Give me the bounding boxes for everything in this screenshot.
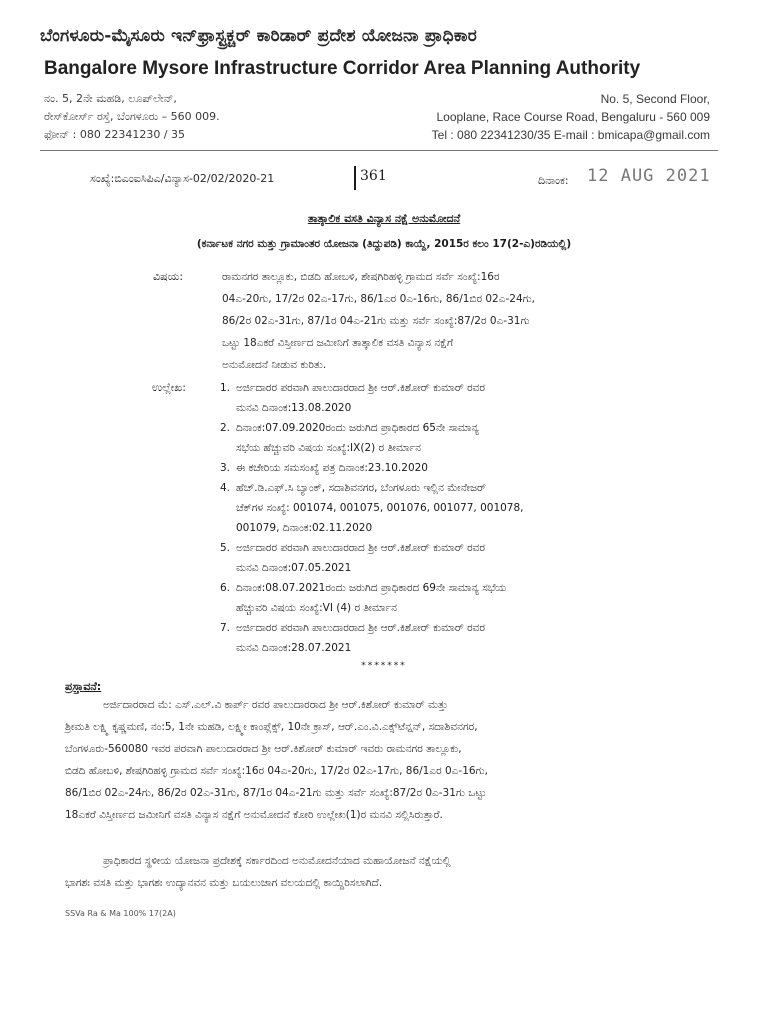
reference-text: ಈ ಕಚೇರಿಯ ಸಮಸಂಖ್ಯೆ ಪತ್ರ ದಿನಾಂಕ:23.10.2020: [236, 462, 428, 474]
preamble-line: ಅರ್ಜಿದಾರರಾದ ಮೆ: ಎಸ್.ಎಲ್.ವಿ ಕಾರ್ಪ್ ರವರ ಪಾಲುದಾರರಾದ ಶ್ರೀ ಆರ್.ಕಿಶೋರ್ ಕುಮಾರ್ ಮತ್ತು: [103, 699, 448, 711]
document-heading: ತಾತ್ಕಾಲಿಕ ವಸತಿ ವಿನ್ಯಾಸ ನಕ್ಷೆ ಅನುಮೋದನೆ: [307, 212, 461, 225]
address-kannada-line-2: ರೇಸ್‌ಕೋರ್ಸ್ ರಸ್ತೆ, ಬೆಂಗಳೂರು – 560 009.: [44, 110, 220, 123]
handwritten-number: 361: [360, 168, 387, 184]
reference-number-marker: 3.: [220, 462, 231, 474]
handwritten-bar: [354, 166, 356, 190]
reference-item: [220, 378, 524, 418]
reference-number-marker: 4.: [220, 482, 231, 494]
references-label: ಉಲ್ಲೇಖ:: [152, 381, 186, 394]
reference-number-marker: 5.: [220, 542, 231, 554]
reference-text: ಮನವಿ ದಿನಾಂಕ:28.07.2021: [236, 642, 352, 654]
reference-text: ಹೆಚ್ಚುವರಿ ವಿಷಯ ಸಂಖ್ಯೆ:VI (4) ರ ತೀರ್ಮಾನ: [236, 602, 397, 614]
reference-text: ಸಭೆಯ ಹೆಚ್ಚುವರಿ ವಿಷಯ ಸಂಖ್ಯೆ:IX(2) ರ ತೀರ್ಮಾನ: [236, 442, 422, 454]
subject-line: ಒಟ್ಟು 18ಎಕರೆ ವಿಸ್ತೀರ್ಣದ ಜಮೀನಿಗೆ ತಾತ್ಕಾಲಿಕ ವಸತಿ ವಿನ್ಯಾಸ ನಕ್ಷೆಗೆ: [222, 337, 454, 349]
address-english-line-1: No. 5, Second Floor,: [600, 92, 710, 106]
reference-number-marker: 2.: [220, 422, 231, 434]
subject-line: 04ಎ-20ಗು, 17/2ರ 02ಎ-17ಗು, 86/1ಎರ 0ಎ-16ಗು, 86/1ಬಿರ 02ಎ-24ಗು,: [222, 293, 535, 305]
reference-text: ಅರ್ಜಿದಾರರ ಪರವಾಗಿ ಪಾಲುದಾರರಾದ ಶ್ರೀ ಆರ್.ಕಿಶೋರ್ ಕುಮಾರ್ ರವರ: [236, 622, 485, 634]
preamble-paragraph-1: [65, 694, 488, 826]
reference-text: ಅರ್ಜಿದಾರರ ಪರವಾಗಿ ಪಾಲುದಾರರಾದ ಶ್ರೀ ಆರ್.ಕಿಶೋರ್ ಕುಮಾರ್ ರವರ: [236, 542, 485, 554]
reference-item: [220, 478, 524, 538]
references-list: [220, 378, 524, 658]
subject-line: ರಾಮನಗರ ತಾಲ್ಲೂಕು, ಬಿಡದಿ ಹೋಬಳಿ, ಶೇಷಗಿರಿಹಳ್ಳಿ ಗ್ರಾಮದ ಸರ್ವೆ ಸಂಖ್ಯೆ:16ರ: [222, 271, 500, 283]
letterhead-title-english: Bangalore Mysore Infrastructure Corridor Area Planning Authority: [44, 58, 641, 79]
preamble-line: ಬಿಡದಿ ಹೋಬಳಿ, ಶೇಷಗಿರಿಹಳ್ಳಿ ಗ್ರಾಮದ ಸರ್ವೆ ಸಂಖ್ಯೆ:16ರ 04ಎ-20ಗು, 17/2ರ 02ಎ-17ಗು, 86/1ಎರ 0ಎ-16ಗು,: [65, 765, 488, 777]
subject-line: ಅನುಮೋದನೆ ನೀಡುವ ಕುರಿತು.: [222, 359, 327, 371]
reference-text: 001079, ದಿನಾಂಕ:02.11.2020: [236, 522, 373, 534]
letterhead-divider: [40, 150, 718, 151]
reference-number-marker: 7.: [220, 622, 231, 634]
reference-item: [220, 458, 524, 478]
address-kannada-line-1: ನಂ. 5, 2ನೇ ಮಹಡಿ, ಲೂಪ್‌ಲೇನ್,: [44, 92, 177, 105]
letterhead-title-kannada: ಬೆಂಗಳೂರು-ಮೈಸೂರು ಇನ್‌ಫ್ರಾಸ್ಟ್ರಕ್ಚರ್ ಕಾರಿಡಾರ್ ಪ್ರದೇಶ ಯೋಜನಾ ಪ್ರಾಧಿಕಾರ: [40, 26, 477, 46]
address-kannada-line-3: ಫೋನ್ : 080 22341230 / 35: [44, 128, 186, 141]
subject-body: [222, 266, 535, 376]
preamble-line: ಪ್ರಾಧಿಕಾರದ ಸ್ಥಳೀಯ ಯೋಜನಾ ಪ್ರದೇಶಕ್ಕೆ ಸರ್ಕಾರದಿಂದ ಅನುಮೋದನೆಯಾದ ಮಹಾಯೋಜನೆ ನಕ್ಷೆಯಲ್ಲಿ: [103, 855, 451, 867]
address-english-line-2: Looplane, Race Course Road, Bengaluru - 560 009: [436, 110, 710, 124]
reference-item: [220, 418, 524, 458]
reference-number-marker: 1.: [220, 382, 231, 394]
reference-item: [220, 578, 524, 618]
reference-text: ಮನವಿ ದಿನಾಂಕ:13.08.2020: [236, 402, 352, 414]
preamble-line: ಬೆಂಗಳೂರು-560080 ಇವರ ಪರವಾಗಿ ಪಾಲುದಾರರಾದ ಶ್ರೀ ಆರ್.ಕಿಶೋರ್ ಕುಮಾರ್ ಇವರು ರಾಮನಗರ ತಾಲ್ಲೂಕು,: [65, 743, 462, 755]
reference-item: [220, 538, 524, 578]
document-subheading: (ಕರ್ನಾಟಕ ನಗರ ಮತ್ತು ಗ್ರಾಮಾಂತರ ಯೋಜನಾ (ತಿದ್ದುಪಡಿ) ಕಾಯ್ದೆ, 2015ರ ಕಲಂ 17(2-ಎ)ರಡಿಯಲ್ಲಿ): [196, 238, 572, 250]
reference-text: ಹೆಚ್.ಡಿ.ಎಫ್.ಸಿ ಬ್ಯಾಂಕ್, ಸದಾಶಿವನಗರ, ಬೆಂಗಳೂರು ಇಲ್ಲಿನ ಮೇನೇಜರ್‌: [236, 482, 486, 494]
reference-text: ದಿನಾಂಕ:07.09.2020ರಂದು ಜರುಗಿದ ಪ್ರಾಧಿಕಾರದ 65ನೇ ಸಾಮಾನ್ಯ: [236, 422, 479, 434]
address-english-line-3: Tel : 080 22341230/35 E-mail : bmicapa@gmail.com: [431, 128, 710, 142]
preamble-line: ಭಾಗಶಃ ವಸತಿ ಮತ್ತು ಭಾಗಶಃ ಉದ್ಯಾನವನ ಮತ್ತು ಬಯಲುಜಾಗ ವಲಯದಲ್ಲಿ ಕಾಯ್ದಿರಿಸಲಾಗಿದೆ.: [65, 877, 383, 889]
date-label: ದಿನಾಂಕ:: [538, 174, 569, 187]
date-stamp: 12 AUG 2021: [587, 166, 711, 186]
preamble-line: 86/1ಬಿರ 02ಎ-24ಗು, 86/2ರ 02ಎ-31ಗು, 87/1ರ 04ಎ-21ಗು ಮತ್ತು ಸರ್ವೆ ಸಂಖ್ಯೆ:87/2ರ 0ಎ-31ಗು ಒಟ್ಟು: [65, 787, 487, 799]
preamble-line: ಶ್ರೀಮತಿ ಲಕ್ಷ್ಮಿ ಕೃಷ್ಣಮಣಿ, ನಂ:5, 1ನೇ ಮಹಡಿ, ಲಕ್ಷ್ಮೀ ಕಾಂಪ್ಲೆಕ್ಸ್, 10ನೇ ಕ್ರಾಸ್, ಆರ್.ಎಂ.ವಿ.ಎಕ್ಸ್‌ಟೆನ್ಷನ್, ಸದಾಶಿವನಗರ,: [65, 721, 478, 733]
reference-number: ಸಂಖ್ಯೆ:ಬಿಎಂಐಸಿಪಿಎ/ವಿನ್ಯಾಸ-02/02/2020-21: [90, 172, 275, 185]
reference-text: ದಿನಾಂಕ:08.07.2021ರಂದು ಜರುಗಿದ ಪ್ರಾಧಿಕಾರದ 69ನೇ ಸಾಮಾನ್ಯ ಸಭೆಯ: [236, 582, 507, 594]
reference-text: ಮನವಿ ದಿನಾಂಕ:07.05.2021: [236, 562, 352, 574]
reference-text: ಅರ್ಜಿದಾರರ ಪರವಾಗಿ ಪಾಲುದಾರರಾದ ಶ್ರೀ ಆರ್.ಕಿಶೋರ್ ಕುಮಾರ್ ರವರ: [236, 382, 485, 394]
preamble-line: 18ಎಕರೆ ವಿಸ್ತೀರ್ಣದ ಜಮೀನಿಗೆ ವಸತಿ ವಿನ್ಯಾಸ ನಕ್ಷೆಗೆ ಅನುಮೋದನೆ ಕೋರಿ ಉಲ್ಲೇಖ(1)ರ ಮನವಿ ಸಲ್ಲಿಸಿರುತ್ತಾರೆ.: [65, 809, 443, 821]
footer-note: SSVa Ra & Ma 100% 17(2A): [65, 909, 176, 918]
reference-number-marker: 6.: [220, 582, 231, 594]
subject-line: 86/2ರ 02ಎ-31ಗು, 87/1ರ 04ಎ-21ಗು ಮತ್ತು ಸರ್ವೆ ಸಂಖ್ಯೆ:87/2ರ 0ಎ-31ಗು: [222, 315, 530, 327]
reference-item: [220, 618, 524, 658]
preamble-paragraph-2: [65, 850, 451, 894]
subject-label: ವಿಷಯ:: [153, 270, 184, 283]
reference-text: ಚೆಕ್‌ಗಳ ಸಂಖ್ಯೆ: 001074, 001075, 001076, 001077, 001078,: [236, 502, 524, 514]
preamble-label: ಪ್ರಸ್ತಾವನೆ:: [65, 680, 102, 693]
section-separator: *******: [361, 661, 407, 671]
